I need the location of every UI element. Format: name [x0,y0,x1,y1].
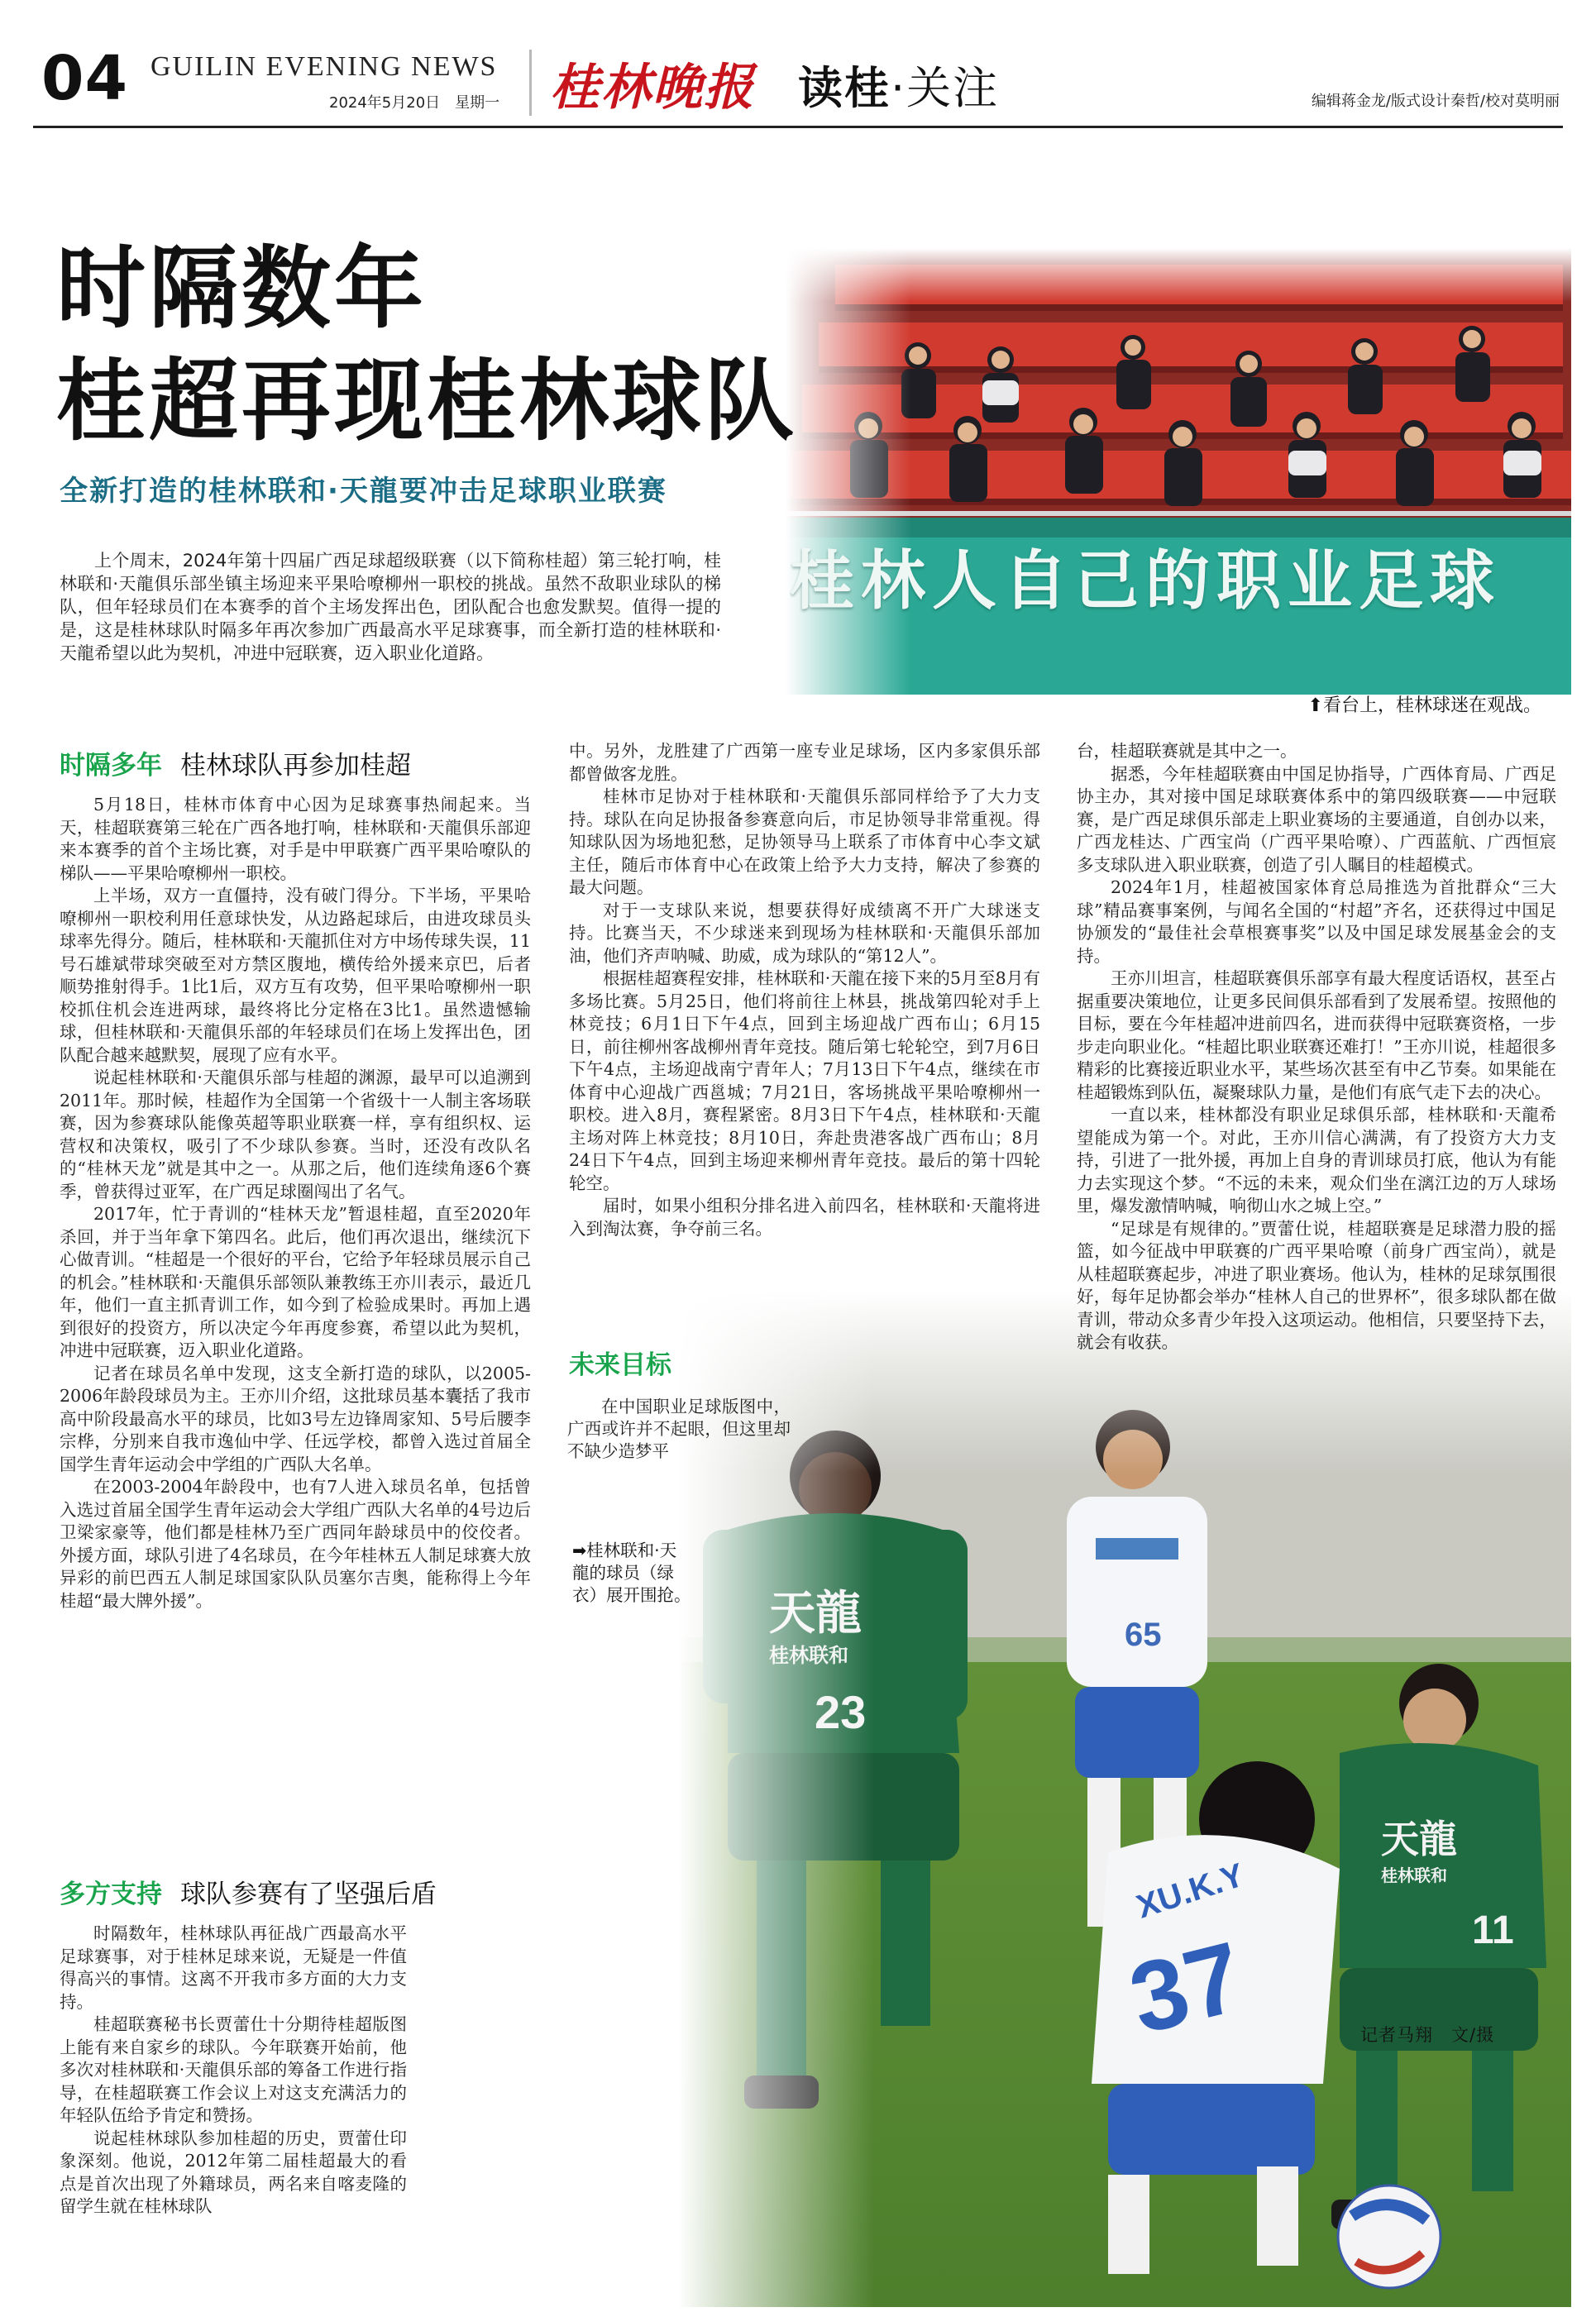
col2-paragraph: 桂林市足协对于桂林联和·天龍俱乐部同样给予了大力支持。球队在向足协报备参赛意向后，市足协领导非常重视。得知球队因为场地犯愁，足协领导马上联系了市体育中心李文斌主任，随后市体育中心在政策上给予大力支持，解决了参赛的最大问题。 [569,786,1040,897]
section-2-keyword: 多方支持 [60,1880,162,1909]
col1-paragraph: 记者在球员名单中发现，这支全新打造的球队，以2005-2006年龄段球员为主。王亦川介绍，这批球员基本囊括了我市高中阶段最高水平的球员，比如3号左边锋周家知、5号后腰李宗桦，分别来自我市逸仙中学、任远学校，都曾入选过首届全国学生青年运动会中学组的广西队大名单。 [60,1363,531,1474]
stadium-stands-photo [786,248,1571,695]
byline: 记者马翔 文/摄 [1360,2025,1495,2045]
article-column-2 [569,740,1040,1240]
col3-paragraph: 一直以来，桂林都没有职业足球俱乐部，桂林联和·天龍希望能成为第一个。对此，王亦川信心满满，有了投资方大力支持，引进了一批外援，再加上自身的青训球员打底，他认为有能力去实现这个梦。“不远的未来，观众们坐在漓江边的万人球场里，爆发激情呐喊，响彻山水之城上空。” [1077,1105,1556,1216]
section-3-intro-text: 在中国职业足球版图中，广西或许并不起眼，但这里却不缺少造梦平 [567,1397,791,1461]
col3-paragraph: 王亦川坦言，桂超联赛俱乐部享有最大程度话语权，甚至占据重要决策地位，让更多民间俱乐部看到了发展希望。按照他的目标，要在今年桂超冲进前四名，进而获得中冠联赛资格，一步步走向职业化。“桂超比职业联赛还难打！”王亦川说，桂超很多精彩的比赛接近职业水平，某些场次甚至有中乙节奏。如果能在桂超锻炼到队伍，凝聚球队力量，是他们有底气走下去的决心。 [1077,968,1556,1102]
col1b-paragraph: 说起桂林球队参加桂超的历史，贾蕾仕印象深刻。他说，2012年第二届桂超最大的看点是首次出现了外籍球员，两名来自喀麦隆的留学生就在桂林球队 [60,2128,407,2216]
col1b-paragraph: 桂超联赛秘书长贾蕾仕十分期待桂超版图上能有来自家乡的球队。今年联赛开始前，他多次对桂林联和·天龍俱乐部的筹备工作进行指导，在桂超联赛工作会议上对这支充满活力的年轻队伍给予肯定和赞扬。 [60,2014,407,2125]
section-heading-2 [60,1873,437,1910]
article-column-1 [60,794,531,1612]
match-photo-caption: ➡桂林联和·天龍的球员（绿衣）展开围抢。 [572,1541,691,1605]
article-column-1-lower [60,1923,407,2219]
hero-photo-caption: ⬆看台上，桂林球迷在观战。 [1307,695,1541,716]
section-2-title: 球队参赛有了坚强后盾 [180,1880,437,1909]
section-3-keyword: 未来目标 [569,1350,671,1380]
header-divider [529,50,532,116]
col1b-paragraph: 时隔数年，桂林球队再征战广西最高水平足球赛事，对于桂林足球来说，无疑是一件值得高兴的事情。这离不开我市多方面的大力支持。 [60,1923,407,2012]
col2-paragraph: 根据桂超赛程安排，桂林联和·天龍在接下来的5月至8月有多场比赛。5月25日，他们将前往上林县，挑战第四轮对手上林竞技；6月1日下午4点，回到主场迎战广西布山；6月15日，前往柳州客战柳州青年竞技。随后第七轮轮空，到7月6日下午4点，主场迎战南宁青年人；7月13日下午4点，继续在市体育中心迎战广西邕城；7月21日，客场挑战平果哈嘹柳州一职校。进入8月，赛程紧密。8月3日下午4点，桂林联和·天龍主场对阵上林竞技；8月10日，奔赴贵港客战广西布山；8月24日下午4点，回到主场迎来柳州青年竞技。最后的第十四轮轮空。 [569,968,1040,1193]
col3-paragraph: 台，桂超联赛就是其中之一。 [1077,741,1297,761]
section-1-keyword: 时隔多年 [60,751,162,781]
col1-paragraph: 说起桂林联和·天龍俱乐部与桂超的渊源，最早可以追溯到2011年。那时候，桂超作为全国第一个省级十一人制主客场联赛，因为参赛球队能像英超等职业联赛一样，享有组织权、运营权和决策权，吸引了不少球队参赛。当时，还没有改队名的“桂林天龙”就是其中之一。从那之后，他们连续角逐6个赛季，曾获得过亚军，在广西足球圈闯出了名气。 [60,1068,531,1201]
col3-paragraph: 2024年1月，桂超被国家体育总局推选为首批群众“三大球”精品赛事案例，与闻名全国的“村超”齐名，还获得过中国足协颁发的“最佳社会草根赛事奖”以及中国足球发展基金会的支持。 [1077,877,1556,966]
section-separator: · [891,62,907,114]
article-column-3 [1077,740,1556,1354]
headline-line-2: 桂超再现桂林球队 [56,350,798,453]
section-1-title: 桂林球队再参加桂超 [180,751,411,781]
paper-name-english: GUILIN EVENING NEWS [151,51,498,82]
football-match-photo [678,1290,1571,2307]
subheadline: 全新打造的桂林联和·天龍要冲击足球职业联赛 [60,475,667,508]
col2-paragraph: 对于一支球队来说，想要获得好成绩离不开广大球迷支持。比赛当天，不少球迷来到现场为桂林联和·天龍俱乐部加油，他们齐声呐喊、助威，成为球队的“第12人”。 [569,900,1040,966]
header-rule [33,126,1563,128]
col1-paragraph: 上半场，双方一直僵持，没有破门得分。下半场，平果哈嘹柳州一职校利用任意球快发，从边路起球后，由进攻球员头球率先得分。随后，桂林联和·天龍抓住对方中场传球失误，11号石雄斌带球突破至对方禁区腹地，横传给外援来京巴，后者顺势推射得手。1比1后，双方互有攻势，但平果哈嘹柳州一职校抓住机会连进两球，最终将比分定格在3比1。虽然遗憾输球，但桂林联和·天龍俱乐部的年轻球员们在场上发挥出色，团队配合越来越默契，展现了应有水平。 [60,886,531,1065]
page-number: 04 [41,43,128,114]
main-headline [56,233,800,458]
section-main: 读桂 [798,62,891,114]
col3-paragraph: “足球是有规律的。”贾蕾仕说，桂超联赛是足球潜力股的摇篮，如今征战中甲联赛的广西平果哈嘹（前身广西宝尚），就是从桂超联赛起步，冲进了职业赛场。他认为，桂林的足球氛围很好，每年足协都会举办“桂林人自己的世界杯”，很多球队都在做青训，带动众多青少年投入这项运动。他相信，只要坚持下去，就会有收获。 [1077,1218,1556,1352]
section-title [798,53,999,117]
masthead-logo: 桂林晚报 [550,59,755,117]
editor-credits: 编辑蒋金龙/版式设计秦哲/校对莫明丽 [1311,93,1560,110]
issue-date: 2024年5月20日 星期一 [329,94,500,112]
hero-banner-text: 桂林人自己的职业足球 [790,544,1502,619]
lead-paragraph: 上个周末，2024年第十四届广西足球超级联赛（以下简称桂超）第三轮打响，桂林联和·天龍俱乐部坐镇主场迎来平果哈嘹柳州一职校的挑战。虽然不敌职业球队的梯队，但年轻球员们在本赛季的首个主场发挥出色，团队配合也愈发默契。值得一提的是，这是桂林球队时隔多年再次参加广西最高水平足球赛事，而全新打造的桂林联和·天龍希望以此为契机，冲进中冠联赛，迈入职业化道路。 [60,551,721,663]
col1-paragraph: 在2003-2004年龄段中，也有7人进入球员名单，包括曾入选过首届全国学生青年运动会大学组广西队大名单的4号边后卫梁家豪等，他们都是桂林乃至广西同年龄球员中的佼佼者。外援方面，球队引进了4名球员，在今年桂林五人制足球赛大放异彩的前巴西五人制足球国家队队员塞尔吉奥，能称得上今年桂超“最大牌外援”。 [60,1477,531,1611]
col1-paragraph: 2017年，忙于青训的“桂林天龙”暂退桂超，直至2020年杀回，并于当年拿下第四名。此后，他们再次退出，继续沉下心做青训。“桂超是一个很好的平台，它给予年轻球员展示自己的机会。”桂林联和·天龍俱乐部领队兼教练王亦川表示，最近几年，他们一直主抓青训工作，如今到了检验成果时。再加上遇到很好的投资方，所以决定今年再度参赛，希望以此为契机，冲进中冠联赛，迈入职业化道路。 [60,1204,531,1360]
section-heading-1 [60,744,411,781]
col1-paragraph: 5月18日，桂林市体育中心因为足球赛事热闹起来。当天，桂超联赛第三轮在广西各地打响，桂林联和·天龍俱乐部迎来本赛季的首个主场比赛，对手是中甲联赛广西平果哈嘹队的梯队——平果哈嘹柳州一职校。 [60,795,531,883]
col2-paragraph: 届时，如果小组积分排名进入前四名，桂林联和·天龍将进入到淘汰赛，争夺前三名。 [569,1196,1040,1239]
col3-paragraph: 据悉，今年桂超联赛由中国足协指导，广西体育局、广西足协主办，其对接中国足球联赛体系中的第四级联赛——中冠联赛，是广西足球俱乐部走上职业赛场的主要通道，自创办以来，广西龙桂达、广西宝尚（广西平果哈嘹）、广西蓝航、广西恒宸多支球队进入职业联赛，创造了引人瞩目的桂超模式。 [1077,763,1556,875]
section-sub: 关注 [906,62,1000,114]
headline-line-1: 时隔数年 [56,237,428,341]
col2-paragraph: 中。另外，龙胜建了广西第一座专业足球场，区内多家俱乐部都曾做客龙胜。 [569,741,1040,784]
